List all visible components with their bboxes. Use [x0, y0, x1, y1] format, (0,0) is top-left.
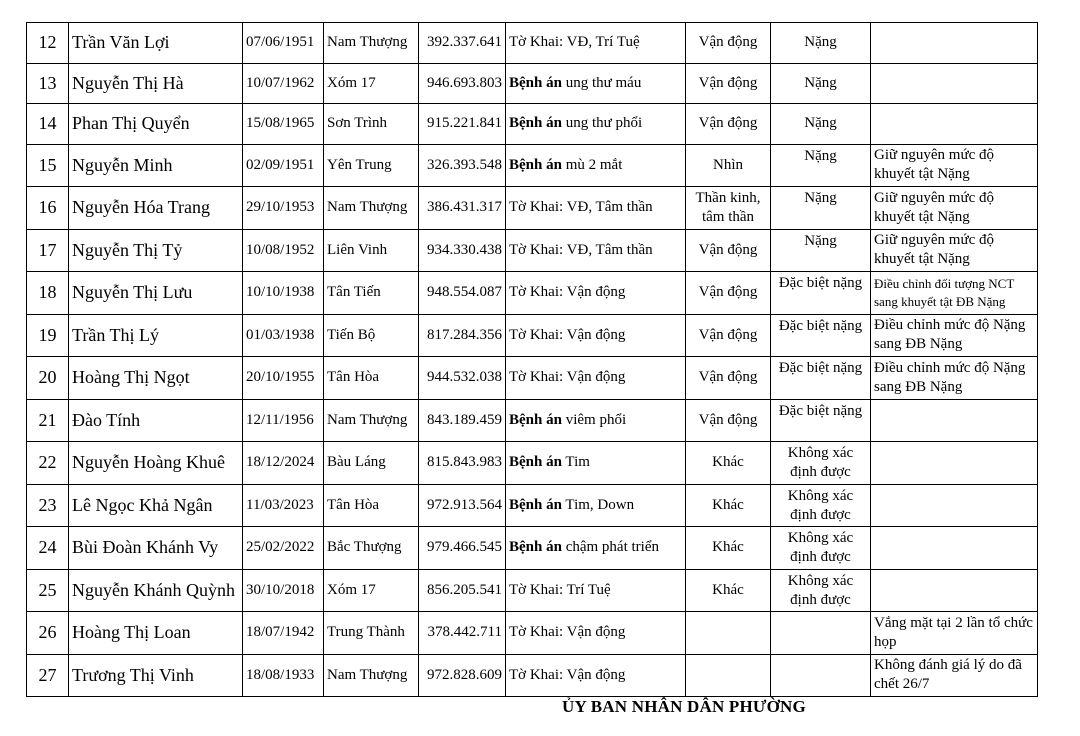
- full-name-cell: Lê Ngọc Khả Ngân: [69, 484, 243, 527]
- document-cell: [506, 144, 686, 187]
- row-number-cell: 27: [27, 654, 69, 697]
- row-number-cell: 19: [27, 314, 69, 357]
- document-cell: [506, 104, 686, 145]
- document-type-label: Bệnh án: [509, 115, 562, 132]
- full-name-cell: Nguyễn Minh: [69, 144, 243, 187]
- table-row: [27, 527, 1038, 570]
- severity-level-cell: Nặng: [771, 63, 871, 104]
- document-detail: Tờ Khai: Vận động: [509, 624, 626, 641]
- address-cell: Xóm 17: [324, 569, 419, 612]
- note-cell: [871, 484, 1038, 527]
- row-number-cell: 20: [27, 357, 69, 400]
- row-number-cell: 16: [27, 187, 69, 230]
- document-cell: [506, 272, 686, 315]
- disability-assessment-table: [26, 22, 1038, 697]
- note-cell: Giữ nguyên mức độ khuyết tật Nặng: [871, 229, 1038, 272]
- id-number-cell: 934.330.438: [419, 229, 506, 272]
- severity-level-cell: Đặc biệt nặng: [771, 272, 871, 315]
- full-name-cell: Hoàng Thị Loan: [69, 612, 243, 655]
- document-cell: [506, 23, 686, 64]
- address-cell: Tân Hòa: [324, 484, 419, 527]
- document-detail: viêm phổi: [561, 411, 627, 428]
- document-detail: Tờ Khai: Vận động: [509, 326, 626, 343]
- address-cell: Bắc Thượng: [324, 527, 419, 570]
- id-number-cell: 972.913.564: [419, 484, 506, 527]
- table-row: [27, 654, 1038, 697]
- note-cell: Vắng mặt tại 2 lần tổ chức họp: [871, 612, 1038, 655]
- document-detail: Tim, Down: [561, 496, 635, 513]
- id-number-cell: 386.431.317: [419, 187, 506, 230]
- table-body: [27, 23, 1038, 697]
- id-number-cell: 392.337.641: [419, 23, 506, 64]
- severity-level-cell: Nặng: [771, 23, 871, 64]
- document-detail: chậm phát triển: [561, 539, 659, 556]
- footer-title: ỦY BAN NHÂN DÂN PHƯỜNG: [562, 697, 806, 716]
- note-cell: Không đánh giá lý do đã chết 26/7: [871, 654, 1038, 697]
- severity-level-cell: Không xác định được: [771, 527, 871, 570]
- date-of-birth-cell: 25/02/2022: [243, 527, 324, 570]
- date-of-birth-cell: 18/07/1942: [243, 612, 324, 655]
- row-number-cell: 18: [27, 272, 69, 315]
- address-cell: Liên Vinh: [324, 229, 419, 272]
- address-cell: Nam Thượng: [324, 187, 419, 230]
- document-cell: [506, 63, 686, 104]
- document-type-label: Bệnh án: [509, 454, 562, 471]
- date-of-birth-cell: 10/10/1938: [243, 272, 324, 315]
- severity-level-cell: Nặng: [771, 229, 871, 272]
- document-type-label: Bệnh án: [509, 156, 562, 173]
- document-type-label: Bệnh án: [509, 496, 562, 513]
- address-cell: Bàu Láng: [324, 442, 419, 485]
- note-cell: [871, 527, 1038, 570]
- document-detail: Tờ Khai: Vận động: [509, 284, 626, 301]
- table-row: [27, 63, 1038, 104]
- disability-type-cell: [686, 612, 771, 655]
- table-row: [27, 187, 1038, 230]
- date-of-birth-cell: 29/10/1953: [243, 187, 324, 230]
- severity-level-cell: Nặng: [771, 104, 871, 145]
- document-cell: [506, 399, 686, 442]
- disability-type-cell: Vận động: [686, 63, 771, 104]
- document-detail: Tờ Khai: VĐ, Trí Tuệ: [509, 34, 640, 51]
- id-number-cell: 817.284.356: [419, 314, 506, 357]
- disability-type-cell: Khác: [686, 484, 771, 527]
- address-cell: Trung Thành: [324, 612, 419, 655]
- note-cell: Điều chỉnh đối tượng NCT sang khuyết tật ĐB Nặng: [871, 272, 1038, 315]
- date-of-birth-cell: 02/09/1951: [243, 144, 324, 187]
- row-number-cell: 12: [27, 23, 69, 64]
- id-number-cell: 948.554.087: [419, 272, 506, 315]
- table-row: [27, 484, 1038, 527]
- document-cell: [506, 569, 686, 612]
- date-of-birth-cell: 10/07/1962: [243, 63, 324, 104]
- row-number-cell: 26: [27, 612, 69, 655]
- table-row: [27, 23, 1038, 64]
- document-type-label: Bệnh án: [509, 411, 562, 428]
- severity-level-cell: Không xác định được: [771, 569, 871, 612]
- note-cell: [871, 569, 1038, 612]
- address-cell: Nam Thượng: [324, 399, 419, 442]
- disability-type-cell: Khác: [686, 527, 771, 570]
- note-cell: [871, 23, 1038, 64]
- row-number-cell: 22: [27, 442, 69, 485]
- date-of-birth-cell: 11/03/2023: [243, 484, 324, 527]
- id-number-cell: 915.221.841: [419, 104, 506, 145]
- full-name-cell: Phan Thị Quyển: [69, 104, 243, 145]
- date-of-birth-cell: 01/03/1938: [243, 314, 324, 357]
- document-detail: Tờ Khai: Vận động: [509, 369, 626, 386]
- table-row: [27, 272, 1038, 315]
- disability-type-cell: Vận động: [686, 229, 771, 272]
- row-number-cell: 24: [27, 527, 69, 570]
- table-row: [27, 314, 1038, 357]
- table-row: [27, 399, 1038, 442]
- note-cell: Giữ nguyên mức độ khuyết tật Nặng: [871, 144, 1038, 187]
- full-name-cell: Nguyễn Thị Lưu: [69, 272, 243, 315]
- row-number-cell: 15: [27, 144, 69, 187]
- address-cell: Sơn Trình: [324, 104, 419, 145]
- disability-type-cell: Vận động: [686, 399, 771, 442]
- address-cell: Tân Tiến: [324, 272, 419, 315]
- document-type-label: Bệnh án: [509, 539, 562, 556]
- date-of-birth-cell: 07/06/1951: [243, 23, 324, 64]
- document-cell: [506, 357, 686, 400]
- document-detail: mù 2 mắt: [561, 156, 623, 173]
- disability-type-cell: Vận động: [686, 23, 771, 64]
- severity-level-cell: [771, 654, 871, 697]
- document-cell: [506, 314, 686, 357]
- full-name-cell: Nguyễn Hoàng Khuê: [69, 442, 243, 485]
- date-of-birth-cell: 18/08/1933: [243, 654, 324, 697]
- id-number-cell: 946.693.803: [419, 63, 506, 104]
- document-cell: [506, 229, 686, 272]
- disability-type-cell: Thần kinh, tâm thần: [686, 187, 771, 230]
- table-row: [27, 569, 1038, 612]
- row-number-cell: 25: [27, 569, 69, 612]
- row-number-cell: 14: [27, 104, 69, 145]
- disability-type-cell: Vận động: [686, 104, 771, 145]
- full-name-cell: Nguyễn Hóa Trang: [69, 187, 243, 230]
- severity-level-cell: Đặc biệt nặng: [771, 399, 871, 442]
- note-cell: [871, 442, 1038, 485]
- date-of-birth-cell: 10/08/1952: [243, 229, 324, 272]
- full-name-cell: Nguyễn Thị Tỷ: [69, 229, 243, 272]
- id-number-cell: 944.532.038: [419, 357, 506, 400]
- id-number-cell: 856.205.541: [419, 569, 506, 612]
- address-cell: Xóm 17: [324, 63, 419, 104]
- severity-level-cell: Nặng: [771, 187, 871, 230]
- full-name-cell: Trần Thị Lý: [69, 314, 243, 357]
- disability-type-cell: Vận động: [686, 357, 771, 400]
- severity-level-cell: Đặc biệt nặng: [771, 314, 871, 357]
- table-row: [27, 229, 1038, 272]
- disability-type-cell: Khác: [686, 569, 771, 612]
- full-name-cell: Bùi Đoàn Khánh Vy: [69, 527, 243, 570]
- note-cell: Giữ nguyên mức độ khuyết tật Nặng: [871, 187, 1038, 230]
- document-detail: Tờ Khai: Vận động: [509, 666, 626, 683]
- severity-level-cell: Không xác định được: [771, 442, 871, 485]
- note-cell: [871, 63, 1038, 104]
- document-detail: ung thư máu: [561, 74, 642, 91]
- document-cell: [506, 612, 686, 655]
- note-cell: Điều chỉnh mức độ Nặng sang ĐB Nặng: [871, 314, 1038, 357]
- document-cell: [506, 187, 686, 230]
- id-number-cell: 843.189.459: [419, 399, 506, 442]
- document-detail: Tim: [561, 454, 590, 471]
- table-row: [27, 104, 1038, 145]
- document-cell: [506, 442, 686, 485]
- table-row: [27, 357, 1038, 400]
- full-name-cell: Nguyễn Khánh Quỳnh: [69, 569, 243, 612]
- document-detail: Tờ Khai: VĐ, Tâm thần: [509, 199, 653, 216]
- full-name-cell: Trương Thị Vinh: [69, 654, 243, 697]
- severity-level-cell: Không xác định được: [771, 484, 871, 527]
- date-of-birth-cell: 15/08/1965: [243, 104, 324, 145]
- address-cell: Nam Thượng: [324, 23, 419, 64]
- document-detail: ung thư phổi: [561, 115, 643, 132]
- severity-level-cell: [771, 612, 871, 655]
- table-row: [27, 144, 1038, 187]
- document-detail: Tờ Khai: VĐ, Tâm thần: [509, 241, 653, 258]
- full-name-cell: Đào Tính: [69, 399, 243, 442]
- note-cell: [871, 399, 1038, 442]
- note-cell: Điều chỉnh mức độ Nặng sang ĐB Nặng: [871, 357, 1038, 400]
- address-cell: Tiến Bộ: [324, 314, 419, 357]
- full-name-cell: Trần Văn Lợi: [69, 23, 243, 64]
- full-name-cell: Hoàng Thị Ngọt: [69, 357, 243, 400]
- row-number-cell: 21: [27, 399, 69, 442]
- note-cell: [871, 104, 1038, 145]
- table-row: [27, 612, 1038, 655]
- id-number-cell: 815.843.983: [419, 442, 506, 485]
- id-number-cell: 979.466.545: [419, 527, 506, 570]
- date-of-birth-cell: 30/10/2018: [243, 569, 324, 612]
- row-number-cell: 23: [27, 484, 69, 527]
- document-detail: Tờ Khai: Trí Tuệ: [509, 581, 611, 598]
- disability-type-cell: Nhìn: [686, 144, 771, 187]
- address-cell: Tân Hòa: [324, 357, 419, 400]
- table-row: [27, 442, 1038, 485]
- disability-type-cell: [686, 654, 771, 697]
- full-name-cell: Nguyễn Thị Hà: [69, 63, 243, 104]
- document-type-label: Bệnh án: [509, 74, 562, 91]
- severity-level-cell: Nặng: [771, 144, 871, 187]
- row-number-cell: 17: [27, 229, 69, 272]
- document-cell: [506, 484, 686, 527]
- address-cell: Yên Trung: [324, 144, 419, 187]
- date-of-birth-cell: 12/11/1956: [243, 399, 324, 442]
- date-of-birth-cell: 18/12/2024: [243, 442, 324, 485]
- id-number-cell: 326.393.548: [419, 144, 506, 187]
- disability-type-cell: Vận động: [686, 314, 771, 357]
- document-cell: [506, 527, 686, 570]
- document-cell: [506, 654, 686, 697]
- address-cell: Nam Thượng: [324, 654, 419, 697]
- severity-level-cell: Đặc biệt nặng: [771, 357, 871, 400]
- row-number-cell: 13: [27, 63, 69, 104]
- id-number-cell: 378.442.711: [419, 612, 506, 655]
- id-number-cell: 972.828.609: [419, 654, 506, 697]
- date-of-birth-cell: 20/10/1955: [243, 357, 324, 400]
- disability-type-cell: Khác: [686, 442, 771, 485]
- disability-type-cell: Vận động: [686, 272, 771, 315]
